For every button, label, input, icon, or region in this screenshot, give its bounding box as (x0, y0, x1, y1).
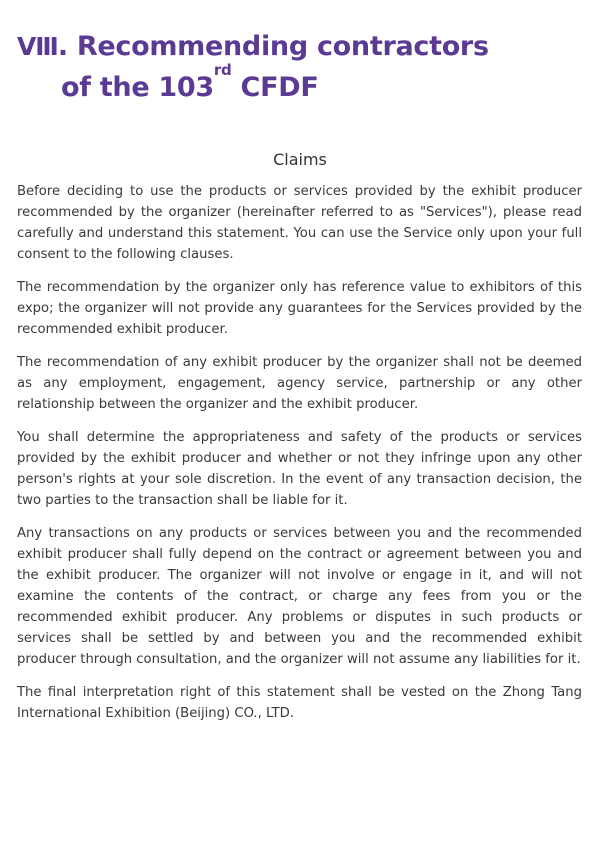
paragraph: The recommendation by the organizer only has reference value to exhibitors of this expo; the organizer will not provide any guarantees for the Services provided by the recommended exhibit producer. (17, 280, 582, 337)
paragraph: Any transactions on any products or services between you and the recommended exhibit producer shall fully depend on the contract or agreement between you and the exhibit producer. The organizer will not involve or engage in it, and will not examine the contents of the contract, or charge any fees from you or the recommended exhibit producer. Any problems or disputes in such products or services shall be settled by and between you and the recommended exhibit producer through consultation, and the organizer will not assume any liabilities for it. (17, 526, 582, 667)
claims-title: Claims (273, 150, 327, 169)
heading-line-2 (17, 61, 489, 108)
heading-title-part-2: of the 103 (61, 72, 214, 103)
claims-body (17, 181, 582, 736)
heading-line-1 (17, 26, 489, 67)
section-numeral: Ⅷ (17, 32, 58, 61)
paragraph: Before deciding to use the products or services provided by the exhibit producer recommended by the organizer (hereinafter referred to as "Services"), please read carefully and understand this statement. You can use the Service only upon your full consent to the following clauses. (17, 184, 582, 262)
paragraph: You shall determine the appropriateness and safety of the products or services provided by the exhibit producer and whether or not they infringe upon any other person's rights at your sole discretion. In the event of any transaction decision, the two parties to the transaction shall be liable for it. (17, 430, 582, 508)
paragraph: The final interpretation right of this statement shall be vested on the Zhong Tang International Exhibition (Beijing) CO., LTD. (17, 685, 582, 721)
ordinal-suffix: rd (213, 61, 232, 79)
heading-title-part-3: CFDF (231, 72, 319, 103)
heading-title-part-1: . Recommending contractors (57, 31, 489, 62)
page-heading (17, 26, 489, 108)
paragraph: The recommendation of any exhibit producer by the organizer shall not be deemed as any employment, engagement, agency service, partnership or any other relationship between the organizer and the exhibit producer. (17, 355, 582, 412)
